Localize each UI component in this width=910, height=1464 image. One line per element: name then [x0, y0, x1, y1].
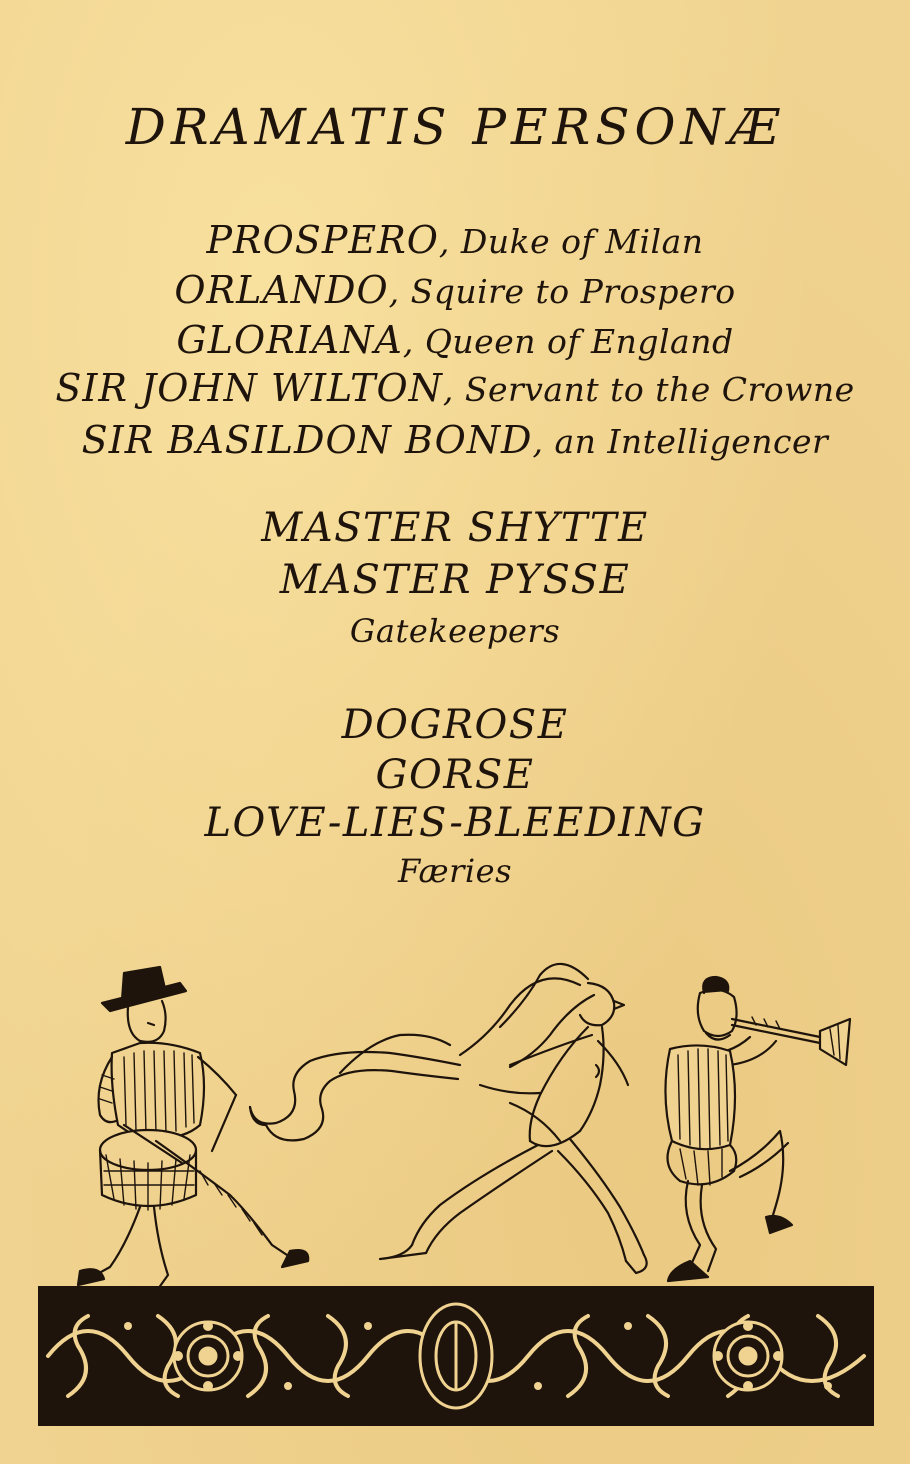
dancing-faerie-figure: [380, 964, 647, 1273]
faerie-name: DOGROSE: [341, 702, 569, 748]
character-entry-wilton: SIR JOHN WILTON, Servant to the Crowne: [55, 366, 855, 410]
gatekeeper-name: MASTER PYSSE: [279, 557, 631, 603]
character-entry-orlando: ORLANDO, Squire to Prospero: [174, 268, 736, 312]
character-entry-gloriana: GLORIANA, Queen of England: [176, 318, 734, 362]
faerie-name: GORSE: [375, 752, 535, 798]
character-role: Squire to Prospero: [410, 272, 736, 311]
character-role: Servant to the Crowne: [464, 370, 855, 409]
drummer-figure: [78, 967, 308, 1289]
character-name: GLORIANA: [176, 318, 403, 362]
character-role: an Intelligencer: [554, 422, 829, 461]
gatekeepers-label: Gatekeepers: [349, 612, 561, 650]
flowing-ribbon: [250, 1035, 560, 1141]
character-entry-prospero: PROSPERO, Duke of Milan: [206, 218, 704, 262]
gatekeeper-name: MASTER SHYTTE: [261, 505, 649, 551]
character-name: SIR BASILDON BOND: [81, 418, 533, 462]
faeries-label: Færies: [398, 852, 512, 890]
character-role: Duke of Milan: [460, 222, 704, 261]
character-name: ORLANDO: [174, 268, 389, 312]
page-title: DRAMATIS PERSONÆ: [125, 98, 785, 156]
faerie-name: LOVE-LIES-BLEEDING: [204, 800, 706, 846]
ornamental-scroll-border: [38, 1286, 874, 1426]
trumpeter-figure: [665, 977, 850, 1281]
character-name: SIR JOHN WILTON: [55, 366, 443, 410]
character-entry-bond: SIR BASILDON BOND, an Intelligencer: [81, 418, 829, 462]
dancers-illustration: [40, 945, 880, 1320]
character-role: Queen of England: [424, 322, 734, 361]
character-name: PROSPERO: [206, 218, 439, 262]
